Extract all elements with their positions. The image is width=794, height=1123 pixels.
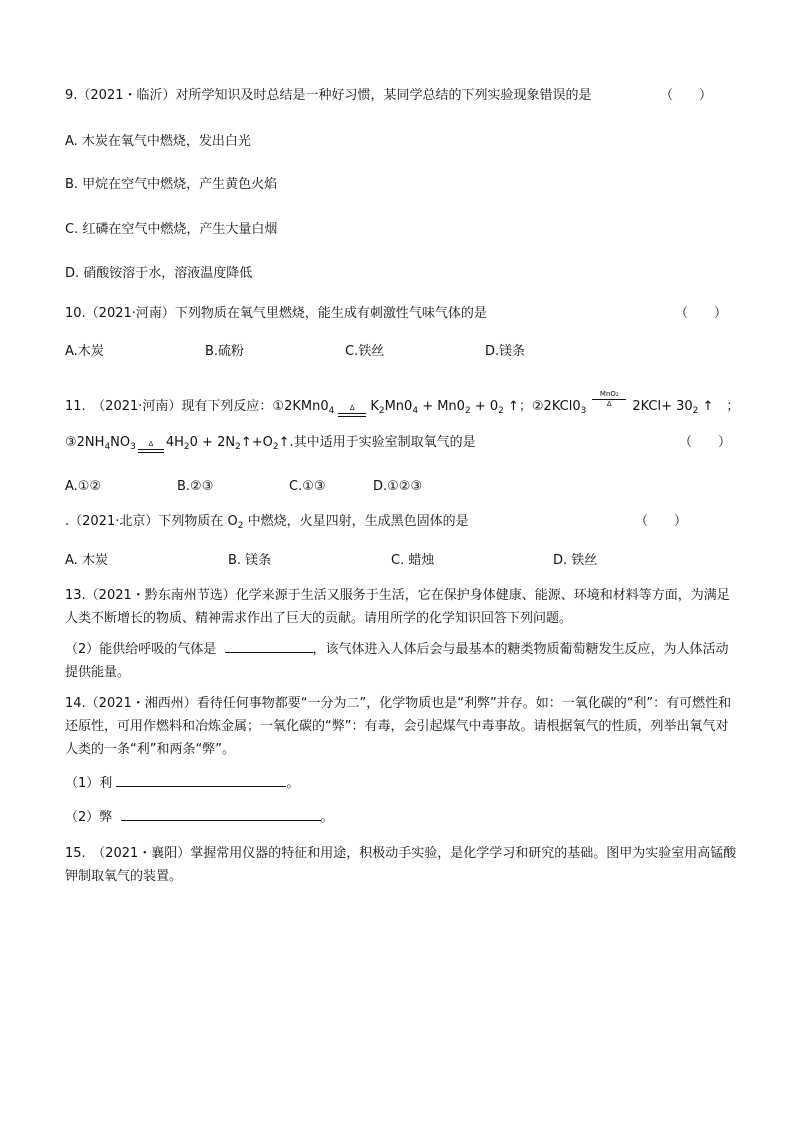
q9-option-b: B. 甲烷在空气中燃烧，产生黄色火焰 xyxy=(65,177,278,192)
q12-answer-paren: （ ） xyxy=(635,514,688,529)
q9-stem: 9.（2021・临沂）对所学知识及时总结是一种好习惯，某同学总结的下列实验现象错误的是 xyxy=(65,88,592,103)
reaction-condition-arrow: MnO₂ Δ xyxy=(592,390,626,408)
q10-stem: 10.（2021·河南）下列物质在氧气里燃烧，能生成有刺激性气味气体的是 xyxy=(65,306,487,321)
reaction-condition-arrow: Δ xyxy=(138,440,164,453)
q11-lead: 11. （2021·河南）现有下列反应： xyxy=(65,399,273,414)
q11-option-d: D.①②③ xyxy=(373,479,423,494)
q10-answer-paren: （ ） xyxy=(675,306,728,321)
q14-part-1: （1）利 。 xyxy=(65,772,299,793)
q9-option-d: D. 硝酸铵溶于水，溶液温度降低 xyxy=(65,266,253,281)
reaction-1: $①2KMn0_4$ Δ $K_2Mn0_4 + Mn0_2 + 0_2$ ↑； xyxy=(272,399,532,416)
q10-option-b: B.硫粉 xyxy=(205,344,245,359)
q14-benefit-blank[interactable] xyxy=(116,772,286,787)
q12-option-c: C. 蜡烛 xyxy=(391,553,435,568)
q13-stem: 13.（2021・黔东南州节选）化学来源于生活又服务于生活，它在保护身体健康、能源、环境和材料等方面，为满足人类不断增长的物质、精神需求作出了巨大的贡献。请用所学的化学知识回答下列问题。 xyxy=(65,588,730,626)
q12-option-b: B. 镁条 xyxy=(228,553,272,568)
reaction-3: $③2NH_4NO_3$ Δ $4H_20$ + $2N_2↑+O_2$ xyxy=(65,435,279,452)
q11-line-1 xyxy=(65,390,740,417)
q11-answer-paren: （ ） xyxy=(679,435,732,450)
q12-option-a: A. 木炭 xyxy=(65,553,108,568)
q12-option-d: D. 铁丝 xyxy=(553,553,598,568)
q9-option-a: A. 木炭在氧气中燃烧，发出白光 xyxy=(65,134,251,149)
q13-answer-blank[interactable] xyxy=(225,638,313,653)
q15-stem: 15. （2021・襄阳）掌握常用仪器的特征和用途，积极动手实验，是化学学习和研究的基础。图甲为实验室用高锰酸钾制取氧气的装置。 xyxy=(65,846,737,884)
q10-option-d: D.镁条 xyxy=(485,344,526,359)
q10-option-c: C.铁丝 xyxy=(345,344,385,359)
q11-option-b: B.②③ xyxy=(177,479,214,494)
q14-part-2: （2）弊 。 xyxy=(65,806,334,827)
q14-stem: 14.（2021・湘西州）看待任何事物都要“一分为二”，化学物质也是“利弊”并存。如：一氧化碳的“利”：有可燃性和还原性，可用作燃料和冶炼金属；一氧化碳的“弊”：有毒，会引起煤气中毒事故。请根据氧气的性质，列举出氧气对人类的一条“利”和两条“弊”。 xyxy=(65,696,732,757)
q10-option-a: A.木炭 xyxy=(65,344,104,359)
q11-stem-end: ↑.其中适用于实验室制取氧气的是 xyxy=(278,435,476,450)
reaction-2: $②2KCl0_3$ MnO₂ Δ $2KCl+ 30_2$ ↑ ； xyxy=(531,390,740,416)
q11-option-a: A.①② xyxy=(65,479,102,494)
q9-option-c: C. 红磷在空气中燃烧，产生大量白烟 xyxy=(65,222,278,237)
q11-option-c: C.①③ xyxy=(289,479,326,494)
q12-stem: .（2021·北京）下列物质在 $O_2$ 中燃烧，火星四射，生成黑色固体的是 xyxy=(65,514,469,531)
q9-answer-paren: （ ） xyxy=(660,88,713,103)
q14-harm-blank[interactable] xyxy=(121,806,321,821)
q13-subquestion-2: （2）能供给呼吸的气体是 ，该气体进入人体后会与最基本的糖类物质葡萄糖发生反应，为人体活动提供能量。 xyxy=(65,638,737,684)
reaction-condition-arrow: Δ xyxy=(338,404,366,417)
q11-line-2 xyxy=(65,434,476,453)
